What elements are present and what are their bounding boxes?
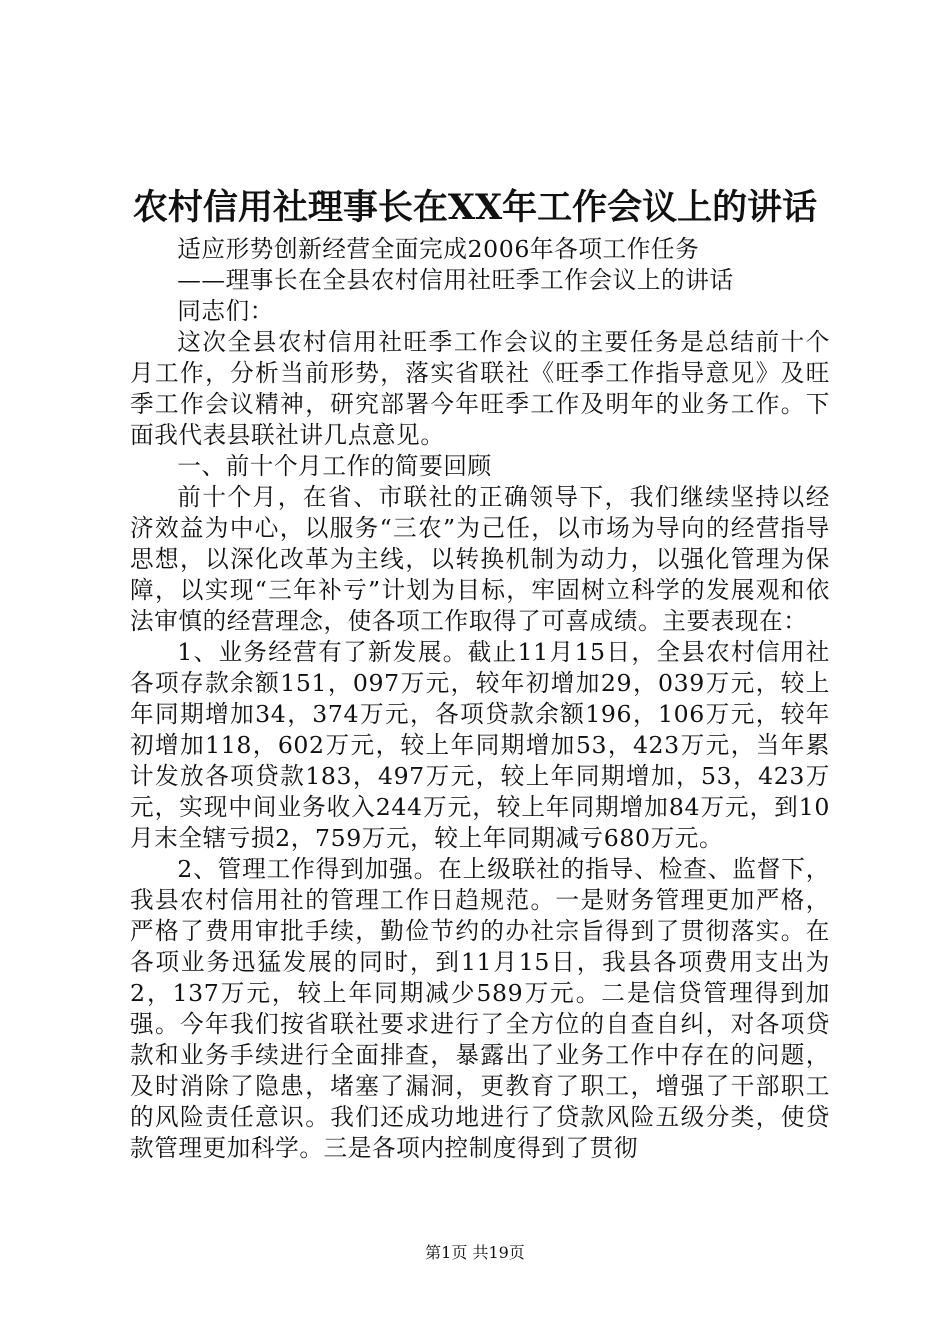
document-body bbox=[130, 234, 830, 1164]
page-footer: 第1页 共19页 bbox=[425, 1243, 525, 1262]
paragraph-review: 前十个月，在省、市联社的正确领导下，我们继续坚持以经济效益为中心，以服务“三农”为己任，以市场为导向的经营指导思想，以深化改革为主线，以转换机制为动力，以强化管理为保障，以实现“三年补亏”计划为目标，牢固树立科学的发展观和依法审慎的经营理念，使各项工作取得了可喜成绩。主要表现在： bbox=[130, 483, 830, 635]
salutation: 同志们： bbox=[177, 297, 274, 325]
paragraph-intro: 这次全县农村信用社旺季工作会议的主要任务是总结前十个月工作，分析当前形势，落实省联社《旺季工作指导意见》及旺季工作会议精神，研究部署今年旺季工作及明年的业务工作。下面我代表县联社讲几点意见。 bbox=[130, 328, 830, 449]
paragraph-management: 2、管理工作得到加强。在上级联社的指导、检查、监督下，我县农村信用社的管理工作日趋规范。一是财务管理更加严格，严格了费用审批手续，勤俭节约的办社宗旨得到了贯彻落实。在各项业务迅猛发展的同时，到11月15日，我县各项费用支出为2，137万元，较上年同期减少589万元。二是信贷管理得到加强。今年我们按省联社要求进行了全方位的自查自纠，对各项贷款和业务手续进行全面排查，暴露出了业务工作中存在的问题，及时消除了隐患，堵塞了漏洞，更教育了职工，增强了干部职工的风险责任意识。我们还成功地进行了贷款风险五级分类，使贷款管理更加科学。三是各项内控制度得到了贯彻 bbox=[130, 855, 830, 1162]
subtitle-byline: ——理事长在全县农村信用社旺季工作会议上的讲话 bbox=[177, 266, 734, 294]
document-title: 农村信用社理事长在XX年工作会议上的讲话 bbox=[132, 187, 818, 228]
paragraph-business: 1、业务经营有了新发展。截止11月15日，全县农村信用社各项存款余额151，097万元，较年初增加29，039万元，较上年同期增加34，374万元，各项贷款余额196，106万元，较年初增加118，602万元，较上年同期增加53，423万元，当年累计发放各项贷款183，497万元，较上年同期增加，53，423万元，实现中间业务收入244万元，较上年同期增加84万元，到10月末全辖亏损2，759万元，较上年同期减亏680万元。 bbox=[130, 638, 830, 852]
section-heading: 一、前十个月工作的简要回顾 bbox=[177, 452, 492, 480]
subtitle-line: 适应形势创新经营全面完成2006年各项工作任务 bbox=[177, 235, 700, 263]
